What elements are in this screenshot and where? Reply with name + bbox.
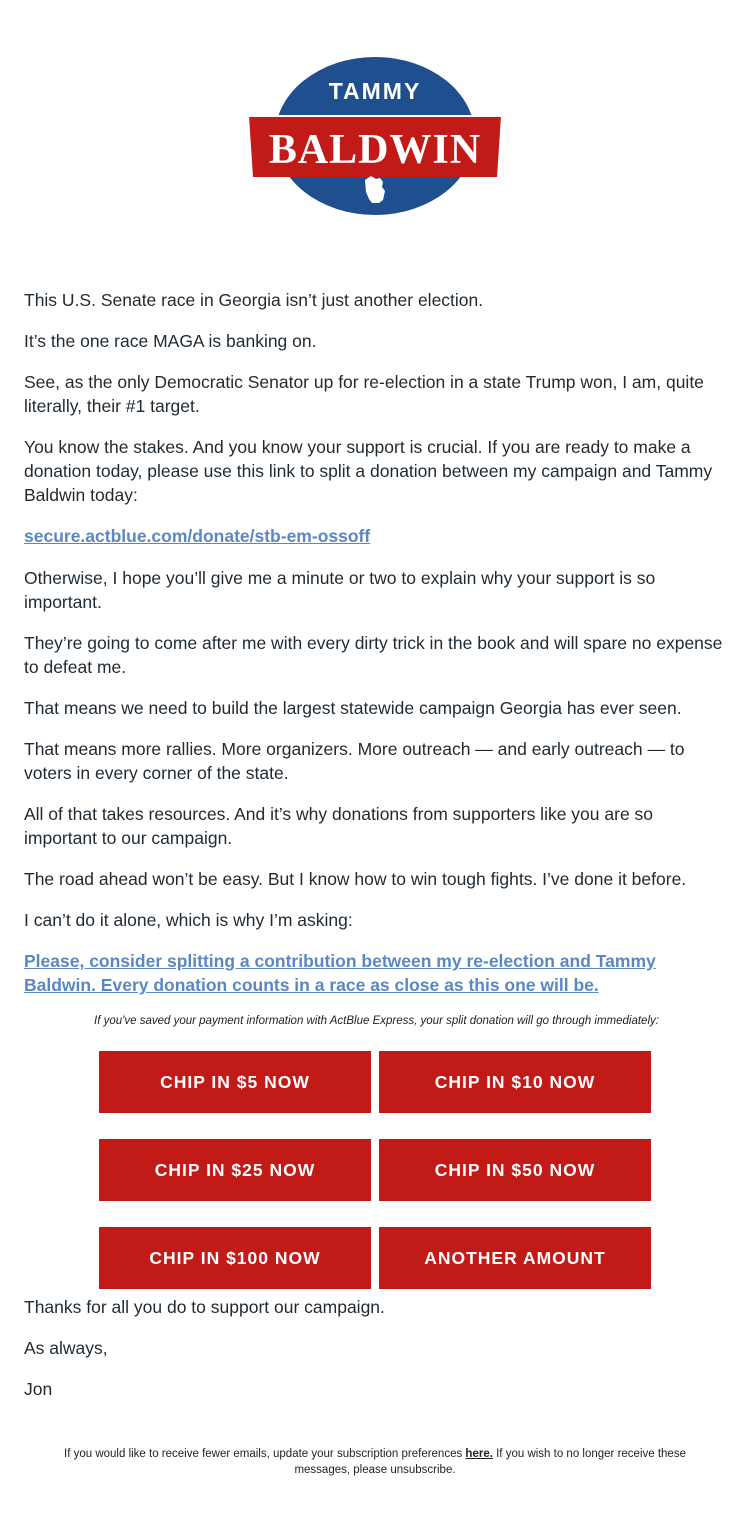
paragraph-2: It’s the one race MAGA is banking on. <box>24 331 317 351</box>
split-contribution-link[interactable]: Please, consider splitting a contribution between my re-election and Tammy Baldwin. Every donation counts in a race as close as this one will be. <box>24 951 656 995</box>
thanks-text: Thanks for all you do to support our campaign. <box>24 1297 385 1317</box>
signature: Jon <box>24 1379 53 1399</box>
donate-link[interactable]: secure.actblue.com/donate/stb-em-ossoff <box>24 526 371 546</box>
logo-line1: TAMMY <box>328 78 422 104</box>
paragraph-10: The road ahead won’t be easy. But I know how to win tough fights. I’ve done it before. <box>24 869 687 889</box>
header <box>0 0 750 270</box>
paragraph-3: See, as the only Democratic Senator up for re-election in a state Trump won, I am, quite literally, their #1 target. <box>24 372 704 416</box>
paragraph-6: They’re going to come after me with every dirty trick in the book and will spare no expense to defeat me. <box>24 633 723 677</box>
chip-in-10-button[interactable]: CHIP IN $10 NOW <box>379 1051 651 1113</box>
paragraph-1: This U.S. Senate race in Georgia isn’t just another election. <box>24 290 484 310</box>
donation-buttons <box>0 1051 750 1295</box>
email-body <box>24 288 729 1418</box>
paragraph-8: That means more rallies. More organizers. More outreach — and early outreach — to voters in every corner of the state. <box>24 739 685 783</box>
paragraph-9: All of that takes resources. And it’s why donations from supporters like you are so important to our campaign. <box>24 804 654 848</box>
footer <box>40 1446 710 1478</box>
chip-in-5-button[interactable]: CHIP IN $5 NOW <box>99 1051 371 1113</box>
footer-text-after: If you wish to no longer receive these messages, please unsubscribe. <box>294 1448 686 1476</box>
chip-in-100-button[interactable]: CHIP IN $100 NOW <box>99 1227 371 1289</box>
paragraph-11: I can’t do it alone, which is why I’m asking: <box>24 910 353 930</box>
logo-line2: BALDWIN <box>268 127 482 173</box>
another-amount-button[interactable]: ANOTHER AMOUNT <box>379 1227 651 1289</box>
paragraph-7: That means we need to build the largest statewide campaign Georgia has ever seen. <box>24 698 682 718</box>
as-always-text: As always, <box>24 1338 108 1358</box>
chip-in-50-button[interactable]: CHIP IN $50 NOW <box>379 1139 651 1201</box>
actblue-express-note: If you've saved your payment information with ActBlue Express, your split donation will go through immediately: <box>94 1015 659 1027</box>
tammy-baldwin-logo <box>249 56 501 216</box>
preferences-here-link[interactable]: here. <box>465 1448 493 1460</box>
paragraph-5: Otherwise, I hope you’ll give me a minute or two to explain why your support is so important. <box>24 568 656 612</box>
footer-text-before: If you would like to receive fewer emails, update your subscription preferences <box>64 1448 466 1460</box>
chip-in-25-button[interactable]: CHIP IN $25 NOW <box>99 1139 371 1201</box>
paragraph-4: You know the stakes. And you know your support is crucial. If you are ready to make a donation today, please use this link to split a donation between my campaign and Tammy Baldwin today: <box>24 437 713 505</box>
